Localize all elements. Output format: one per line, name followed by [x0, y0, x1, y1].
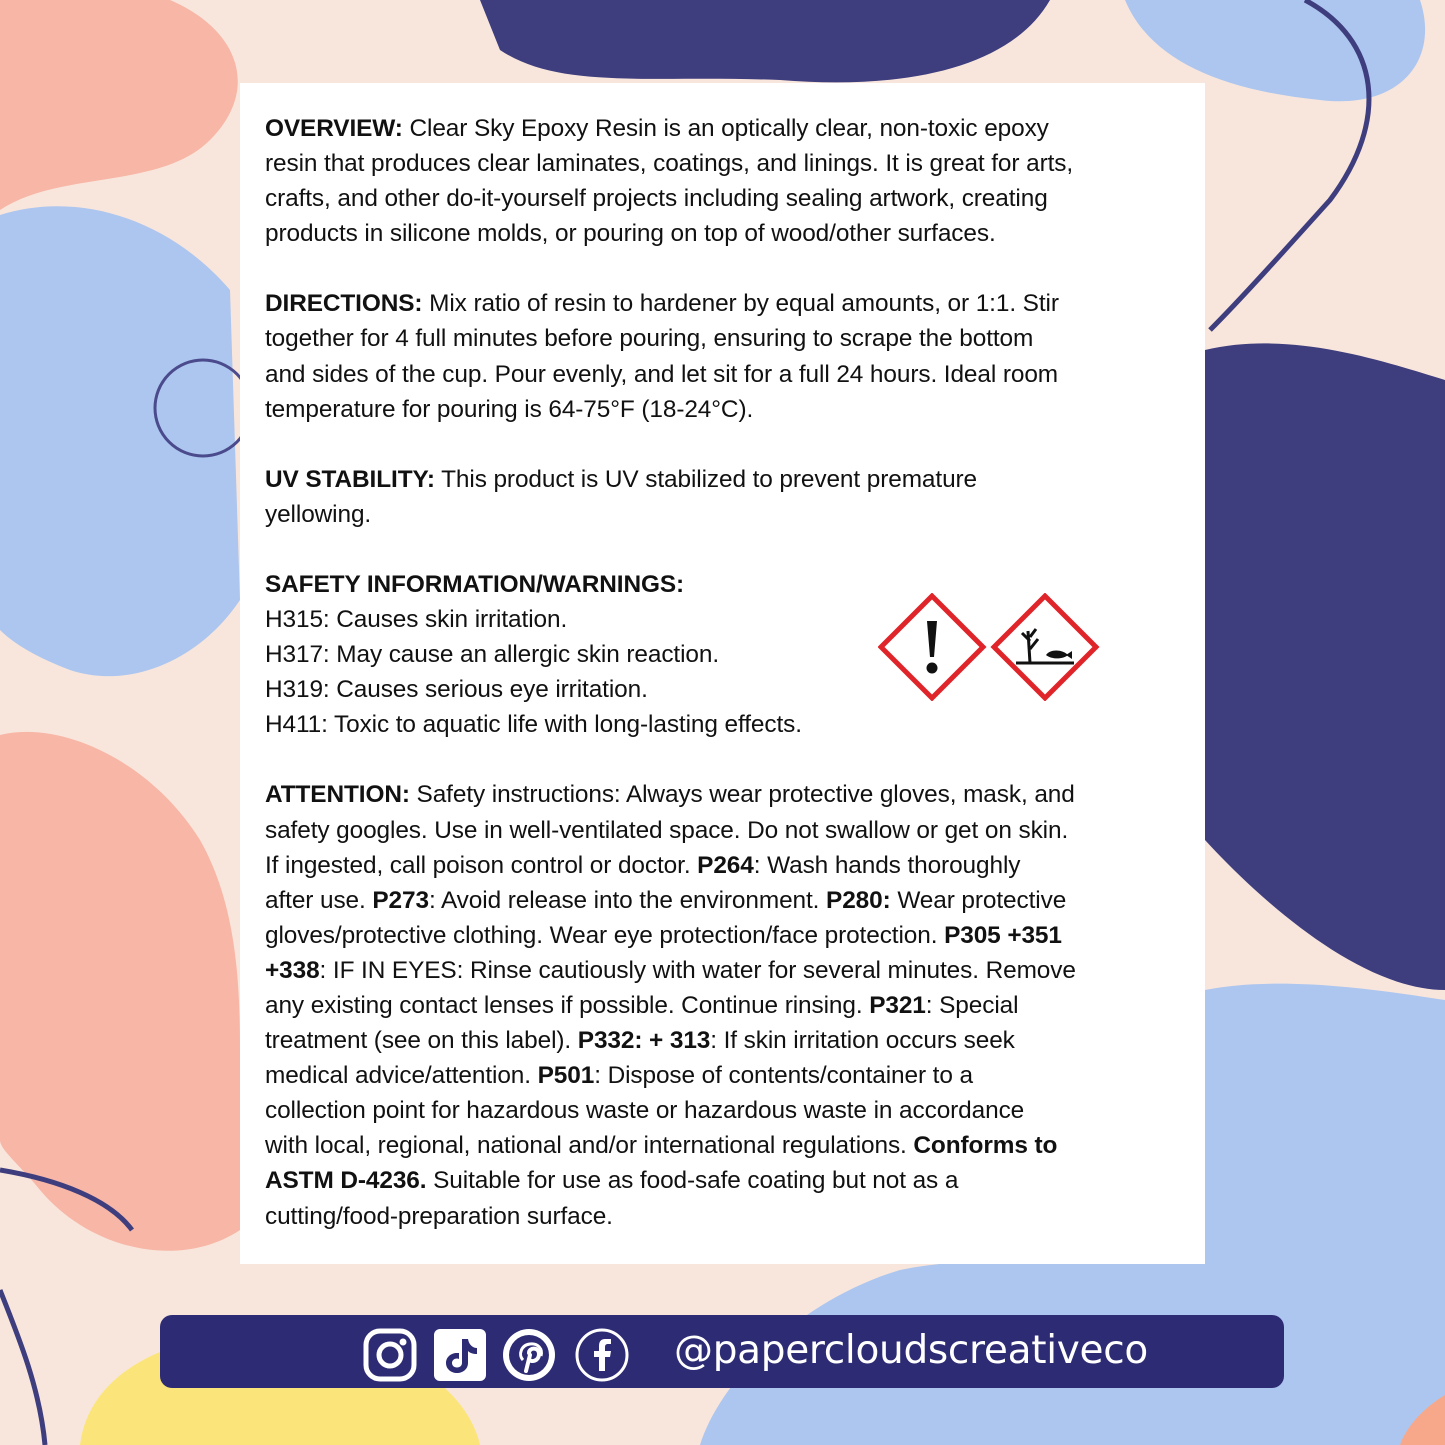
- overview-heading: OVERVIEW:: [265, 115, 403, 142]
- attention-line: [265, 1128, 1181, 1163]
- uv-stability-section: [265, 462, 1181, 532]
- pinterest-icon[interactable]: [501, 1327, 557, 1383]
- social-handle[interactable]: @papercloudscreativeco: [674, 1328, 1148, 1373]
- directions-heading: DIRECTIONS:: [265, 290, 423, 318]
- attention-line: [265, 813, 1181, 848]
- attention-line: [265, 1023, 1181, 1058]
- attention-bold-run: P280:: [826, 886, 891, 914]
- uv-line: This product is UV stabilized to prevent premature: [434, 465, 978, 493]
- attention-line: [265, 1163, 1181, 1198]
- attention-text-run: : IF IN EYES: Rinse cautiously with water for several minutes. Remove: [319, 956, 1076, 984]
- tiktok-icon[interactable]: [432, 1327, 488, 1383]
- attention-text-run: : Avoid release into the environment.: [428, 886, 827, 914]
- attention-text-run: after use.: [265, 886, 373, 914]
- directions-line: and sides of the cup. Pour evenly, and let sit for a full 24 hours. Ideal room: [265, 360, 1059, 388]
- attention-line: [265, 988, 1181, 1023]
- attention-text-run: : Dispose of contents/container to a: [594, 1062, 973, 1090]
- info-card: [240, 83, 1205, 1264]
- attention-line: [265, 1199, 1181, 1234]
- safety-heading: SAFETY INFORMATION/WARNINGS:: [265, 570, 685, 598]
- overview-line: resin that produces clear laminates, coatings, and linings. It is great for arts,: [265, 150, 1074, 178]
- attention-bold-run: ASTM D-4236.: [265, 1167, 427, 1195]
- attention-line: [265, 918, 1181, 953]
- attention-section: [265, 777, 1181, 1233]
- attention-text-run: medical advice/attention.: [265, 1062, 538, 1090]
- exclamation-mark-hazard-icon: [881, 596, 983, 698]
- directions-line: together for 4 full minutes before pouring, ensuring to scrape the bottom: [265, 325, 1034, 353]
- attention-text-run: cutting/food-preparation surface.: [265, 1202, 613, 1230]
- attention-bold-run: P305 +351: [944, 921, 1062, 949]
- attention-text-run: treatment (see on this label).: [265, 1027, 578, 1055]
- attention-text-run: : Special: [925, 991, 1019, 1019]
- hazard-statement: H317: May cause an allergic skin reaction.: [265, 641, 720, 669]
- attention-text-run: safety googles. Use in well-ventilated space. Do not swallow or get on skin.: [265, 816, 1069, 844]
- uv-heading: UV STABILITY:: [265, 465, 435, 493]
- directions-line: Mix ratio of resin to hardener by equal amounts, or 1:1. Stir: [422, 290, 1059, 318]
- uv-line: yellowing.: [265, 500, 372, 528]
- attention-text-run: Suitable for use as food-safe coating but not as a: [426, 1167, 959, 1195]
- directions-line: temperature for pouring is 64-75°F (18-24°C).: [265, 395, 754, 423]
- attention-bold-run: P321: [869, 991, 926, 1019]
- overview-section: [265, 111, 1181, 251]
- attention-line: [265, 1093, 1181, 1128]
- attention-line: [265, 953, 1181, 988]
- hazard-pictograms: [878, 593, 1100, 701]
- attention-text-run: : Wash hands thoroughly: [753, 851, 1021, 879]
- hazard-statement: H315: Causes skin irritation.: [265, 606, 568, 634]
- attention-text-run: gloves/protective clothing. Wear eye protection/face protection.: [265, 921, 945, 949]
- attention-text-run: : If skin irritation occurs seek: [710, 1027, 1015, 1055]
- attention-line: [265, 777, 1181, 812]
- attention-bold-run: Conforms to: [913, 1132, 1058, 1160]
- attention-text-run: Wear protective: [890, 886, 1067, 914]
- overview-line: Clear Sky Epoxy Resin is an optically clear, non-toxic epoxy: [402, 115, 1049, 142]
- attention-text-run: with local, regional, national and/or international regulations.: [265, 1132, 914, 1160]
- overview-line: products in silicone molds, or pouring on top of wood/other surfaces.: [265, 220, 996, 248]
- attention-bold-run: ATTENTION:: [265, 781, 410, 809]
- attention-bold-run: P332: + 313: [577, 1027, 711, 1055]
- attention-line: [265, 883, 1181, 918]
- instagram-icon[interactable]: [362, 1327, 418, 1383]
- attention-text-run: collection point for hazardous waste or hazardous waste in accordance: [265, 1097, 1025, 1125]
- attention-line: [265, 1058, 1181, 1093]
- overview-line: crafts, and other do-it-yourself projects including sealing artwork, creating: [265, 185, 1048, 213]
- attention-bold-run: P264: [697, 851, 754, 879]
- directions-section: [265, 286, 1181, 426]
- attention-text-run: Safety instructions: Always wear protective gloves, mask, and: [409, 781, 1075, 809]
- hazard-statement: H319: Causes serious eye irritation.: [265, 676, 648, 704]
- hazard-statement: H411: Toxic to aquatic life with long-lasting effects.: [265, 711, 802, 739]
- environment-hazard-icon: [994, 596, 1096, 698]
- attention-text-run: If ingested, call poison control or doctor.: [265, 851, 698, 879]
- attention-text-run: any existing contact lenses if possible. Continue rinsing.: [265, 991, 870, 1019]
- attention-bold-run: +338: [265, 956, 320, 984]
- social-footer: [160, 1315, 1284, 1388]
- attention-bold-run: P501: [537, 1062, 595, 1090]
- attention-line: [265, 848, 1181, 883]
- facebook-icon[interactable]: [574, 1327, 630, 1383]
- attention-bold-run: P273: [372, 886, 429, 914]
